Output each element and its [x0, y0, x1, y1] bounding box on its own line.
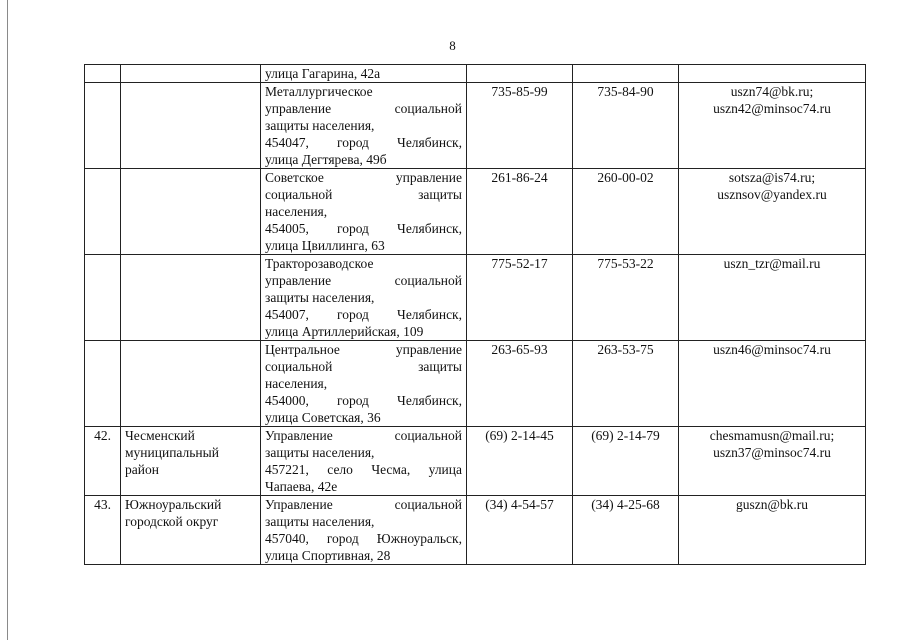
fax-number — [573, 65, 679, 83]
district-name — [121, 169, 261, 255]
phone-number: (69) 2-14-45 — [467, 427, 573, 496]
district-name — [121, 341, 261, 427]
address-line: улица Цвиллинга, 63 — [265, 238, 385, 253]
email-link[interactable]: uszn37@minsoc74.ru — [713, 445, 831, 460]
office-address — [261, 496, 467, 565]
row-number — [85, 65, 121, 83]
row-number: 42. — [85, 427, 121, 496]
address-line: защиты населения, — [265, 118, 375, 133]
row-number — [85, 83, 121, 169]
email-link[interactable]: chesmamusn@mail.ru; — [709, 428, 835, 443]
table-row — [85, 255, 866, 341]
email-addresses — [679, 65, 866, 83]
address-line: населения, — [265, 204, 328, 219]
address-line: защиты населения, — [265, 445, 375, 460]
district-line: Чесменский — [125, 428, 195, 443]
page-number: 8 — [449, 38, 456, 53]
fax-number: 260-00-02 — [573, 169, 679, 255]
address-line: Металлургическое — [265, 84, 373, 99]
office-address — [261, 427, 467, 496]
fax-number: 735-84-90 — [573, 83, 679, 169]
table-row — [85, 65, 866, 83]
email-link[interactable]: usznsov@yandex.ru — [717, 187, 827, 202]
address-line: Советское управление — [265, 170, 462, 185]
address-line: социальной защиты — [265, 187, 462, 202]
address-line: Управление социальной — [265, 497, 462, 512]
address-line: улица Гагарина, 42а — [265, 66, 381, 81]
office-address — [261, 65, 467, 83]
table-body — [85, 65, 866, 565]
address-line: 454005, город Челябинск, — [265, 221, 462, 236]
email-addresses — [679, 341, 866, 427]
page-edge-line — [7, 0, 8, 640]
office-address — [261, 169, 467, 255]
district-name — [121, 83, 261, 169]
district-line: городской округ — [125, 514, 219, 529]
fax-number: 263-53-75 — [573, 341, 679, 427]
phone-number: 261-86-24 — [467, 169, 573, 255]
email-link[interactable]: uszn42@minsoc74.ru — [713, 101, 831, 116]
address-line: 457221, село Чесма, улица — [265, 462, 462, 477]
address-line: улица Артиллерийская, 109 — [265, 324, 424, 339]
address-line: улица Дегтярева, 49б — [265, 152, 387, 167]
address-line: улица Советская, 36 — [265, 410, 381, 425]
social-protection-offices-table — [84, 64, 866, 565]
row-number — [85, 255, 121, 341]
district-line: муниципальный — [125, 445, 219, 460]
email-link[interactable]: guszn@bk.ru — [735, 497, 809, 512]
district-name — [121, 255, 261, 341]
district-name — [121, 427, 261, 496]
address-line: Тракторозаводское — [265, 256, 374, 271]
phone-number: 735-85-99 — [467, 83, 573, 169]
table-row — [85, 83, 866, 169]
fax-number: 775-53-22 — [573, 255, 679, 341]
office-address — [261, 341, 467, 427]
fax-number: (34) 4-25-68 — [573, 496, 679, 565]
office-address — [261, 255, 467, 341]
address-line: 454000, город Челябинск, — [265, 393, 462, 408]
address-line: 454007, город Челябинск, — [265, 307, 462, 322]
email-addresses — [679, 496, 866, 565]
district-name — [121, 65, 261, 83]
fax-number: (69) 2-14-79 — [573, 427, 679, 496]
district-name — [121, 496, 261, 565]
phone-number: 775-52-17 — [467, 255, 573, 341]
address-line: населения, — [265, 376, 328, 391]
email-link[interactable]: uszn74@bk.ru; — [730, 84, 814, 99]
address-line: 454047, город Челябинск, — [265, 135, 462, 150]
address-line: управление социальной — [265, 101, 462, 116]
phone-number — [467, 65, 573, 83]
table-row — [85, 169, 866, 255]
district-line: Южноуральский — [125, 497, 222, 512]
phone-number: (34) 4-54-57 — [467, 496, 573, 565]
address-line: Чапаева, 42е — [265, 479, 338, 494]
email-addresses — [679, 255, 866, 341]
table-row — [85, 496, 866, 565]
address-line: Центральное управление — [265, 342, 462, 357]
address-line: управление социальной — [265, 273, 462, 288]
address-line: улица Спортивная, 28 — [265, 548, 391, 563]
email-link[interactable]: uszn_tzr@mail.ru — [723, 256, 821, 271]
row-number — [85, 341, 121, 427]
address-line: Управление социальной — [265, 428, 462, 443]
address-line: защиты населения, — [265, 290, 375, 305]
phone-number: 263-65-93 — [467, 341, 573, 427]
email-addresses — [679, 427, 866, 496]
table-row — [85, 341, 866, 427]
district-line: район — [125, 462, 159, 477]
table-row — [85, 427, 866, 496]
email-link[interactable]: sotsza@is74.ru; — [728, 170, 816, 185]
office-address — [261, 83, 467, 169]
address-line: защиты населения, — [265, 514, 375, 529]
email-link[interactable]: uszn46@minsoc74.ru — [713, 342, 831, 357]
row-number: 43. — [85, 496, 121, 565]
address-line: 457040, город Южноуральск, — [265, 531, 462, 546]
address-line: социальной защиты — [265, 359, 462, 374]
row-number — [85, 169, 121, 255]
email-addresses — [679, 169, 866, 255]
email-addresses — [679, 83, 866, 169]
